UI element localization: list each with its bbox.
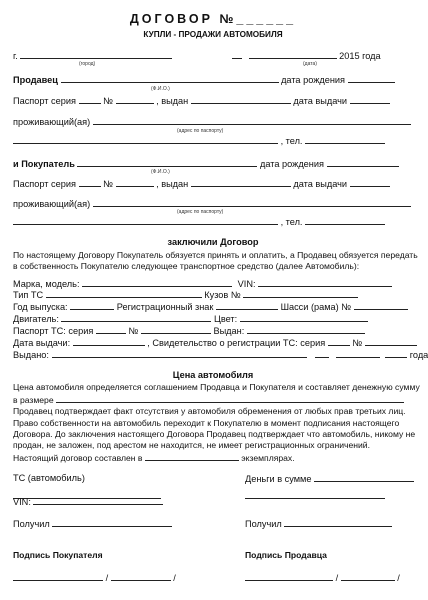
body-field[interactable] [243, 289, 358, 298]
buyer-issue-date-field[interactable] [350, 178, 390, 187]
amount-label: в размере [13, 395, 54, 405]
vin-label: VIN: [237, 279, 256, 289]
year-label: Год выпуска: [13, 302, 68, 312]
seller-name-field[interactable] [61, 74, 279, 83]
got-field-1[interactable] [52, 518, 172, 527]
sign-buyer-line [13, 572, 176, 584]
cert-number-field[interactable] [365, 337, 417, 346]
seller-num-label: № [103, 96, 113, 106]
body-label: Кузов № [204, 290, 241, 300]
city-prefix: г. [13, 51, 18, 61]
copies-suffix: экземплярах. [241, 453, 295, 463]
issued2-day-field[interactable] [315, 349, 329, 358]
agreement-text-2: в собственность Покупателю следующее транспортное средство (далее Автомобиль): [13, 261, 360, 271]
day-field[interactable] [232, 50, 242, 59]
seller-name-sign-field[interactable] [341, 572, 395, 581]
seller-address-field-2[interactable] [13, 135, 278, 144]
buyer-num-label: № [103, 179, 113, 189]
buyer-phone-field[interactable] [305, 216, 385, 225]
seller-address-field[interactable] [93, 116, 411, 125]
vehicle-year-line [13, 301, 408, 313]
seller-issued-field[interactable] [191, 95, 291, 104]
amount-field[interactable] [56, 394, 404, 403]
bottom-vin-field[interactable] [33, 496, 163, 505]
price-amount-line [13, 394, 404, 406]
vin-field[interactable] [258, 278, 392, 287]
bottom-vin-line [13, 496, 163, 508]
city-caption: (город) [79, 61, 96, 67]
god-label: года [409, 350, 428, 360]
seller-number-field[interactable] [116, 95, 154, 104]
buyer-passport-label: Паспорт серия [13, 179, 76, 189]
issued2-month-field[interactable] [336, 349, 380, 358]
year-suffix: 2015 года [339, 51, 381, 61]
reg-sign-label: Регистрационный знак [116, 302, 214, 312]
buyer-phone-label: , тел. [280, 217, 303, 227]
sign-seller-line [245, 572, 400, 584]
make-field[interactable] [82, 278, 232, 287]
money-line [245, 473, 414, 485]
chassis-label: Шасси (рама) № [280, 302, 352, 312]
seller-issued-label: , выдан [156, 96, 189, 106]
copies-label: Настоящий договор составлен в [13, 453, 143, 463]
reg-sign-field[interactable] [216, 301, 278, 310]
contract-title: ДОГОВОР №______ [129, 12, 297, 26]
price-text-1: Цена автомобиля определяется соглашением Продавца и Покупателя и составляет денежную сумму [13, 382, 420, 392]
date-caption: (дата) [303, 61, 317, 67]
buyer-name-caption: (Ф.И.О.) [151, 169, 170, 175]
pts-num-label: № [128, 326, 139, 336]
pts-issued-label: Выдан: [213, 326, 245, 336]
seller-address-caption: (адрес по паспорту) [177, 128, 224, 134]
pts-issued-field[interactable] [247, 325, 365, 334]
money-field[interactable] [314, 473, 414, 482]
bottom-vin-label: VIN: [13, 497, 31, 507]
seller-passport-label: Паспорт серия [13, 96, 76, 106]
buyer-residing-label: проживающий(ая) [13, 199, 91, 209]
color-label: Цвет: [214, 314, 238, 324]
vehicle-type-line [13, 289, 358, 301]
cert-series-field[interactable] [328, 337, 350, 346]
price-text-5: Договора. До заключения настоящего Договора Продавец подтверждает что автомобиль, никому не [13, 429, 416, 439]
seller-phone-line [13, 135, 385, 147]
buyer-name-field[interactable] [77, 158, 257, 167]
got-label-1: Получил [13, 519, 50, 529]
pts-series-field[interactable] [96, 325, 126, 334]
issued2-field[interactable] [52, 349, 307, 358]
contract-subtitle: КУПЛИ - ПРОДАЖИ АВТОМОБИЛЯ [143, 30, 283, 39]
type-field[interactable] [46, 289, 202, 298]
got-field-2[interactable] [284, 518, 392, 527]
price-heading: Цена автомобиля [172, 370, 254, 380]
issued2-year-field[interactable] [385, 349, 407, 358]
copies-line [13, 452, 295, 464]
buyer-birth-label: дата рождения [260, 159, 324, 169]
seller-label: Продавец [13, 75, 58, 85]
price-text-6: продан, не заложен, под арестом не находится, не имеет регистрационных ограничений. [13, 440, 370, 450]
seller-slash-2: / [397, 573, 400, 583]
got-line-1 [13, 518, 172, 530]
vehicle-engine-line [13, 313, 368, 325]
buyer-address-field-2[interactable] [13, 216, 278, 225]
seller-phone-field[interactable] [305, 135, 385, 144]
cert-label: , Свидетельство о регистрации ТС: серия [147, 338, 326, 348]
month-field[interactable] [249, 50, 337, 59]
seller-phone-label: , тел. [280, 136, 303, 146]
buyer-issued-label: , выдан [156, 179, 189, 189]
money-field-2[interactable] [245, 490, 385, 499]
seller-issue-date-field[interactable] [350, 95, 390, 104]
ts-label: ТС (автомобиль) [13, 473, 85, 483]
seller-signature-field[interactable] [245, 572, 333, 581]
buyer-series-field[interactable] [79, 178, 101, 187]
buyer-line [13, 158, 399, 170]
money-label: Деньги в сумме [245, 474, 312, 484]
buyer-slash-1: / [105, 573, 109, 583]
buyer-slash-2: / [173, 573, 176, 583]
buyer-address-caption: (адрес по паспорту) [177, 209, 224, 215]
seller-series-field[interactable] [79, 95, 101, 104]
seller-name-caption: (Ф.И.О.) [151, 86, 170, 92]
engine-field[interactable] [61, 313, 211, 322]
buyer-name-sign-field[interactable] [111, 572, 171, 581]
sign-buyer-heading: Подпись Покупателя [13, 550, 103, 560]
issue-date-field[interactable] [73, 337, 145, 346]
make-label: Марка, модель: [13, 279, 80, 289]
buyer-passport-line [13, 178, 390, 190]
cert-num-label: № [352, 338, 363, 348]
buyer-birth-field[interactable] [327, 158, 399, 167]
issue-date-label: Дата выдачи: [13, 338, 71, 348]
agreement-heading: заключили Договор [167, 237, 259, 247]
buyer-issue-date-label: дата выдачи [293, 179, 348, 189]
seller-birth-field[interactable] [348, 74, 395, 83]
city-field[interactable] [20, 50, 172, 59]
price-text-3: Продавец подтверждает факт отсутствия у автомобиля обременения от любых прав третьих лиц. [13, 406, 406, 416]
buyer-phone-line [13, 216, 385, 228]
seller-issue-date-label: дата выдачи [293, 96, 348, 106]
seller-passport-line [13, 95, 390, 107]
color-field[interactable] [240, 313, 368, 322]
price-text-4: Право собственности на автомобиль переходит к Покупателю в момент подписания настоящего [13, 418, 400, 428]
vehicle-pts-line [13, 325, 365, 337]
got-line-2 [245, 518, 392, 530]
buyer-signature-field[interactable] [13, 572, 103, 581]
chassis-field[interactable] [354, 301, 408, 310]
buyer-number-field[interactable] [116, 178, 154, 187]
vehicle-cert-line [13, 337, 417, 349]
seller-birth-label: дата рождения [281, 75, 346, 85]
pts-number-field[interactable] [141, 325, 211, 334]
buyer-address-field[interactable] [93, 198, 411, 207]
agreement-text-1: По настоящему Договору Покупатель обязуется принять и оплатить, а Продавец обязуется передать [13, 250, 418, 260]
sign-seller-heading: Подпись Продавца [245, 550, 327, 560]
year-field[interactable] [70, 301, 114, 310]
seller-address-line [13, 116, 411, 128]
copies-field[interactable] [145, 452, 239, 461]
seller-residing-label: проживающий(ая) [13, 117, 91, 127]
issued2-label: Выдано: [13, 350, 49, 360]
seller-line [13, 74, 395, 86]
vehicle-issued-line [13, 349, 428, 361]
pts-label: Паспорт ТС: серия [13, 326, 94, 336]
got-label-2: Получил [245, 519, 282, 529]
buyer-issued-field[interactable] [191, 178, 291, 187]
money-field-line [245, 490, 385, 502]
seller-slash-1: / [335, 573, 339, 583]
type-label: Тип ТС [13, 290, 44, 300]
engine-label: Двигатель: [13, 314, 59, 324]
buyer-label: и Покупатель [13, 159, 75, 169]
